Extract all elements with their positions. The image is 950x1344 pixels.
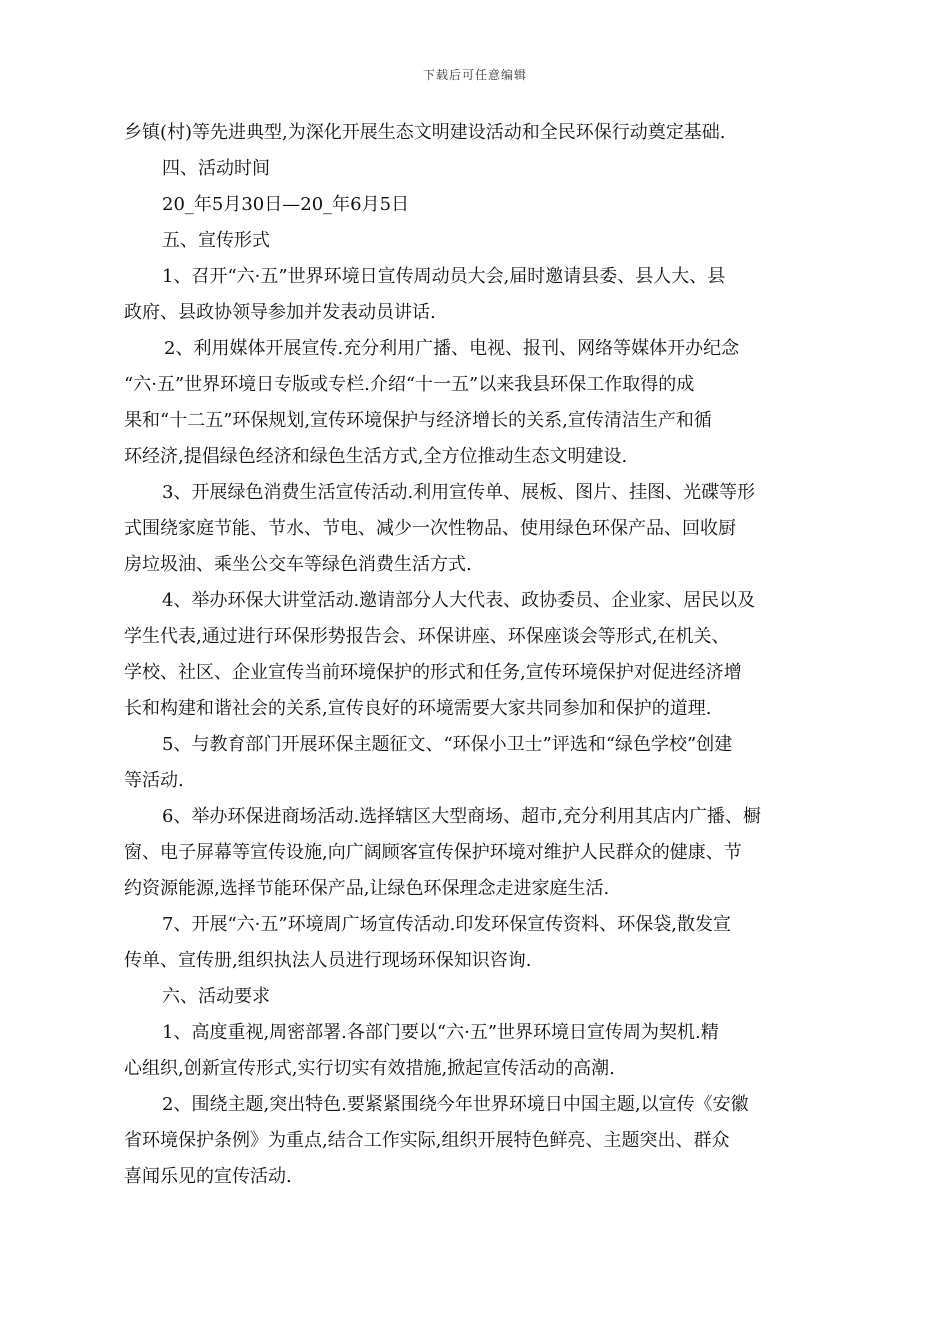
section-heading-activity-time: 四、活动时间 <box>162 158 270 179</box>
paragraph-line: 乡镇(村)等先进典型,为深化开展生态文明建设活动和全民环保行动奠定基础. <box>124 122 726 143</box>
list-item-line: 环经济,提倡绿色经济和绿色生活方式,全方位推动生态文明建设. <box>124 446 628 467</box>
paragraph-line: 20_年5月30日—20_年6月5日 <box>162 194 410 215</box>
list-item-line: 果和“十二五”环保规划,宣传环境保护与经济增长的关系,宣传清洁生产和循 <box>124 410 712 431</box>
list-item-line: 房垃圾油、乘坐公交车等绿色消费生活方式. <box>124 554 472 575</box>
list-item-line: 心组织,创新宣传形式,实行切实有效措施,掀起宣传活动的高潮. <box>124 1058 615 1079</box>
list-item-line: 3、开展绿色消费生活宣传活动.利用宣传单、展板、图片、挂图、光碟等形 <box>162 482 756 503</box>
list-item-line: 政府、县政协领导参加并发表动员讲话. <box>124 302 436 323</box>
list-item-line: 省环境保护条例》为重点,结合工作实际,组织开展特色鲜亮、主题突出、群众 <box>124 1130 730 1151</box>
list-item-line: 式围绕家庭节能、节水、节电、减少一次性物品、使用绿色环保产品、回收厨 <box>124 518 736 539</box>
list-item-line: 1、高度重视,周密部署.各部门要以“六·五”世界环境日宣传周为契机.精 <box>162 1022 719 1043</box>
list-item-line: 长和构建和谐社会的关系,宣传良好的环境需要大家共同参加和保护的道理. <box>124 698 712 719</box>
section-heading-requirements: 六、活动要求 <box>162 986 270 1007</box>
page-header: 下载后可任意编辑 <box>422 68 527 82</box>
list-item-line: 5、与教育部门开展环保主题征文、“环保小卫士”评选和“绿色学校”创建 <box>162 734 733 755</box>
document-body <box>124 115 814 1195</box>
list-item-line: 喜闻乐见的宣传活动. <box>124 1166 292 1187</box>
list-item-line: 6、举办环保进商场活动.选择辖区大型商场、超市,充分利用其店内广播、橱 <box>162 806 761 827</box>
list-item-line: 7、开展“六·五”环境周广场宣传活动.印发环保宣传资料、环保袋,散发宣 <box>162 914 732 935</box>
list-item-line: 传单、宣传册,组织执法人员进行现场环保知识咨询. <box>124 950 532 971</box>
list-item-line: 2、围绕主题,突出特色.要紧紧围绕今年世界环境日中国主题,以宣传《安徽 <box>162 1094 749 1115</box>
list-item-line: 学生代表,通过进行环保形势报告会、环保讲座、环保座谈会等形式,在机关、 <box>124 626 730 647</box>
list-item-line: 学校、社区、企业宣传当前环境保护的形式和任务,宣传环境保护对促进经济增 <box>124 662 742 683</box>
list-item-line: 2、利用媒体开展宣传.充分利用广播、电视、报刊、网络等媒体开办纪念 <box>164 338 740 359</box>
list-item-line: 4、举办环保大讲堂活动.邀请部分人大代表、政协委员、企业家、居民以及 <box>162 590 756 611</box>
section-heading-publicity-forms: 五、宣传形式 <box>162 230 270 251</box>
list-item-line: 窗、电子屏幕等宣传设施,向广阔顾客宣传保护环境对维护人民群众的健康、节 <box>124 842 742 863</box>
list-item-line: 约资源能源,选择节能环保产品,让绿色环保理念走进家庭生活. <box>124 878 610 899</box>
list-item-line: 等活动. <box>124 770 184 791</box>
list-item-line: 1、召开“六·五”世界环境日宣传周动员大会,届时邀请县委、县人大、县 <box>162 266 726 287</box>
list-item-line: “六·五”世界环境日专版或专栏.介绍“十一五”以来我县环保工作取得的成 <box>124 374 695 395</box>
